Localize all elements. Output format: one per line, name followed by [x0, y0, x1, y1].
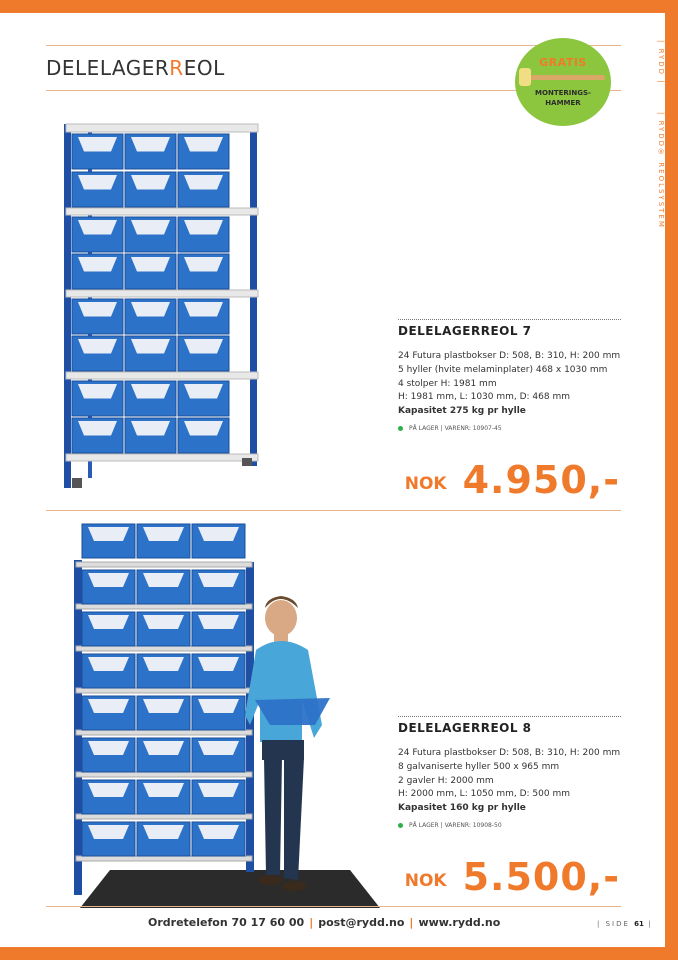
bin-opening — [78, 302, 117, 317]
product-1-name: DELELAGERREOL 7 — [398, 324, 532, 338]
right-border — [665, 0, 678, 960]
person-figure — [245, 596, 330, 891]
bin-opening — [143, 699, 184, 713]
bin-opening — [78, 384, 117, 399]
bin-opening — [198, 573, 239, 587]
bin-opening — [143, 657, 184, 671]
top-border — [0, 0, 678, 13]
product-1-stock — [398, 425, 628, 432]
bin-opening — [88, 527, 129, 541]
page-label: | SIDE — [597, 920, 630, 928]
bin-opening — [131, 220, 170, 235]
spec-line: H: 2000 mm, L: 1050 mm, D: 500 mm — [398, 789, 571, 800]
product-1-price — [405, 458, 620, 502]
product-1-capacity: Kapasitet 275 kg pr hylle — [398, 406, 526, 417]
bin-opening — [88, 699, 129, 713]
bin-opening — [88, 741, 129, 755]
bin-opening — [198, 741, 239, 755]
spec-line: 5 hyller (hvite melaminplater) 468 x 1030 mm — [398, 364, 608, 375]
bin-opening — [78, 220, 117, 235]
galvanized-shelf — [76, 772, 252, 777]
currency-label: NOK — [404, 871, 447, 891]
spec-line: 4 stolper H: 1981 mm — [398, 378, 497, 389]
footer-phone: Ordretelefon 70 17 60 00 — [148, 916, 305, 929]
side-brand: | RYDD | — [657, 40, 665, 85]
product-1-details — [398, 324, 628, 432]
price-amount: 5.500,- — [462, 855, 620, 899]
item-number: | VARENR: 10908-50 — [440, 821, 502, 829]
in-stock-dot-icon — [398, 823, 403, 828]
spec-line: 24 Futura plastbokser D: 508, B: 310, H: 200 mm — [398, 351, 621, 361]
spec-line: 24 Futura plastbokser D: 508, B: 310, H: 200 mm — [398, 748, 621, 758]
product-2-name: DELELAGERREOL 8 — [398, 721, 532, 735]
footer-separator: | — [309, 916, 314, 929]
page-number-value: 61 — [634, 920, 644, 928]
bin-opening — [184, 384, 223, 399]
shelf-3 — [66, 290, 258, 297]
bin-opening — [198, 825, 239, 839]
bin-opening — [88, 825, 129, 839]
bin-opening — [184, 257, 223, 272]
bin-opening — [184, 339, 223, 354]
bin-opening — [78, 137, 117, 152]
product-1-specs — [398, 350, 628, 419]
shelf-bottom — [66, 454, 258, 461]
spec-line: 2 gavler H: 2000 mm — [398, 775, 494, 786]
currency-label: NOK — [404, 474, 447, 494]
shelf-2 — [66, 208, 258, 215]
badge-gratis: GRATIS — [539, 56, 587, 69]
bin-opening — [184, 220, 223, 235]
page-title — [46, 56, 225, 80]
bin-opening — [131, 137, 170, 152]
galvanized-shelf — [76, 856, 252, 861]
bin-opening — [131, 339, 170, 354]
bin-opening — [88, 573, 129, 587]
bin-opening — [131, 384, 170, 399]
shelf-4 — [66, 372, 258, 379]
title-text-1: DELELAGER — [46, 56, 170, 80]
page-end: | — [648, 920, 653, 928]
bin-opening — [143, 741, 184, 755]
footer-contact — [148, 916, 500, 929]
badge-text — [523, 88, 603, 108]
galvanized-shelf — [76, 730, 252, 735]
shelf-post-left — [64, 124, 71, 488]
galvanized-shelf — [76, 646, 252, 651]
bin-opening — [198, 657, 239, 671]
product-2-rule — [398, 716, 621, 717]
galvanized-shelf — [76, 604, 252, 609]
galvanized-shelf — [76, 562, 252, 567]
product-2-capacity: Kapasitet 160 kg pr hylle — [398, 803, 526, 814]
free-hammer-badge — [515, 38, 611, 126]
footer-separator: | — [409, 916, 414, 929]
bottom-border — [0, 947, 678, 960]
bin-opening — [131, 257, 170, 272]
galvanized-shelf — [76, 688, 252, 693]
bin-opening — [131, 175, 170, 190]
bin-opening — [198, 615, 239, 629]
product-image-shelf-7 — [62, 120, 262, 492]
floor-mat — [80, 870, 380, 908]
bin-opening — [198, 783, 239, 797]
footer-email-link[interactable]: post@rydd.no — [318, 916, 405, 929]
bin-opening — [184, 175, 223, 190]
bin-opening — [143, 783, 184, 797]
badge-line-2: HAMMER — [545, 99, 581, 107]
hammer-icon — [519, 68, 531, 86]
in-stock-dot-icon — [398, 426, 403, 431]
bin-opening — [78, 257, 117, 272]
badge-line-1: MONTERINGS- — [535, 89, 591, 97]
product-2-details — [398, 721, 628, 829]
galvanized-shelf — [76, 814, 252, 819]
bin-opening — [78, 421, 117, 436]
page-number — [597, 920, 652, 928]
product-2-price — [405, 855, 620, 899]
bin-opening — [131, 302, 170, 317]
bin-opening — [184, 421, 223, 436]
side-tagline: | RYDD® REOLSYSTEM — [657, 112, 665, 229]
bin-opening — [131, 421, 170, 436]
bin-opening — [78, 175, 117, 190]
bin-opening — [143, 615, 184, 629]
bin-opening — [88, 783, 129, 797]
product-2-stock — [398, 822, 628, 829]
bin-opening — [88, 657, 129, 671]
product-1-rule — [398, 319, 621, 320]
item-number: | VARENR: 10907-45 — [440, 424, 502, 432]
spec-line: H: 1981 mm, L: 1030 mm, D: 468 mm — [398, 392, 571, 403]
title-accent: R — [169, 56, 184, 80]
price-amount: 4.950,- — [462, 458, 620, 502]
spec-line: 8 galvaniserte hyller 500 x 965 mm — [398, 761, 560, 772]
bin-opening — [143, 527, 184, 541]
footer-rule — [46, 906, 621, 907]
hammer-handle — [527, 75, 605, 80]
title-text-2: EOL — [183, 56, 225, 80]
footer-web-link[interactable]: www.rydd.no — [418, 916, 501, 929]
bin-opening — [143, 573, 184, 587]
bin-opening — [184, 302, 223, 317]
section-divider — [46, 510, 621, 511]
stock-status: PÅ LAGER — [409, 821, 439, 829]
shelf-top — [66, 124, 258, 132]
product-image-shelf-8 — [70, 520, 390, 910]
shelf-gable-left — [74, 560, 82, 895]
bin-opening — [184, 137, 223, 152]
bin-opening — [198, 527, 239, 541]
bin-opening — [78, 339, 117, 354]
product-2-specs — [398, 747, 628, 816]
bin-opening — [88, 615, 129, 629]
bin-opening — [143, 825, 184, 839]
stock-status: PÅ LAGER — [409, 424, 439, 432]
bin-opening — [198, 699, 239, 713]
